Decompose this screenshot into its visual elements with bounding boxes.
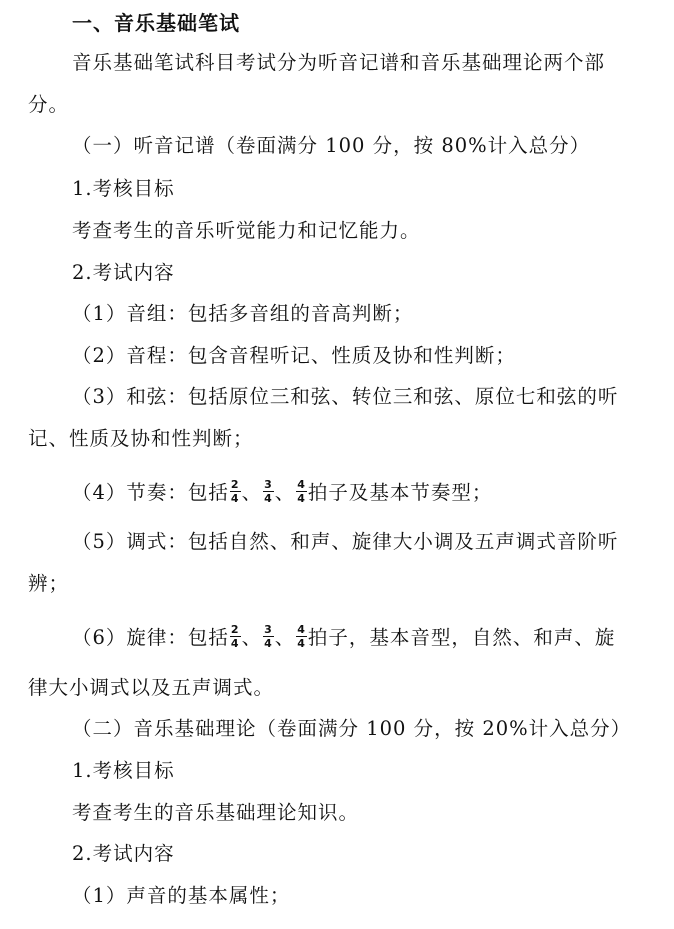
meter-denominator: 4 [230,637,240,650]
meter-4-4 [296,479,307,504]
meter-4-4 [296,624,307,649]
content-item-5-line-1: （5）调式：包括自然、和声、旋律大小调及五声调式音阶听 [72,530,619,553]
meter-numerator: 3 [264,478,273,491]
meter-3-4 [263,479,274,504]
meter-denominator: 4 [264,637,273,650]
content-item-2: （2）音程：包含音程听记、性质及协和性判断； [72,344,516,367]
meter-2-4 [230,479,241,504]
subsection-1-title: （一）听音记谱（卷面满分 100 分，按 80%计入总分） [72,134,591,157]
content-item-5-line-2: 辨； [28,572,70,595]
content-item-3-line-2: 记、性质及协和性判断； [28,427,254,450]
section-title: 一、音乐基础笔试 [72,11,240,35]
item-4-prefix: （4）节奏：包括 [72,481,229,504]
subsection-1-goal-text: 考查考生的音乐听觉能力和记忆能力。 [72,219,421,242]
subsection-2-title: （二）音乐基础理论（卷面满分 100 分，按 20%计入总分） [72,717,632,740]
meter-denominator: 4 [264,492,273,505]
subsection-1-content-label: 2.考试内容 [72,261,175,284]
subsection-2-content-label: 2.考试内容 [72,842,175,865]
content-item-1: （1）音组：包括多音组的音高判断； [72,302,414,325]
intro-paragraph-line-1: 音乐基础笔试科目考试分为听音记谱和音乐基础理论两个部 [72,51,606,74]
item-6-suffix: 拍子，基本音型，自然、和声、旋 [307,626,616,649]
meter-denominator: 4 [297,637,306,650]
subsection-2-goal-text: 考查考生的音乐基础理论知识。 [72,801,360,824]
content-item-4 [72,480,492,506]
meter-separator: 、 [241,481,263,504]
meter-numerator: 2 [230,623,240,636]
meter-separator: 、 [241,626,263,649]
meter-separator: 、 [274,481,296,504]
subsection-2-goal-label: 1.考核目标 [72,759,175,782]
meter-denominator: 4 [230,492,240,505]
subsection-2-item-1: （1）声音的基本属性； [72,884,291,907]
intro-paragraph-line-2: 分。 [28,93,70,116]
item-4-suffix: 拍子及基本节奏型； [307,481,493,504]
content-item-6-line-1 [72,625,615,651]
content-item-6-line-2: 律大小调式以及五声调式。 [28,676,275,699]
meter-3-4 [263,624,274,649]
meter-numerator: 2 [230,478,240,491]
meter-numerator: 4 [297,478,306,491]
meter-numerator: 4 [297,623,306,636]
meter-2-4 [230,624,241,649]
meter-separator: 、 [274,626,296,649]
subsection-1-goal-label: 1.考核目标 [72,177,175,200]
item-6-prefix: （6）旋律：包括 [72,626,229,649]
meter-numerator: 3 [264,623,273,636]
meter-denominator: 4 [297,492,306,505]
content-item-3-line-1: （3）和弦：包括原位三和弦、转位三和弦、原位七和弦的听 [72,385,619,408]
